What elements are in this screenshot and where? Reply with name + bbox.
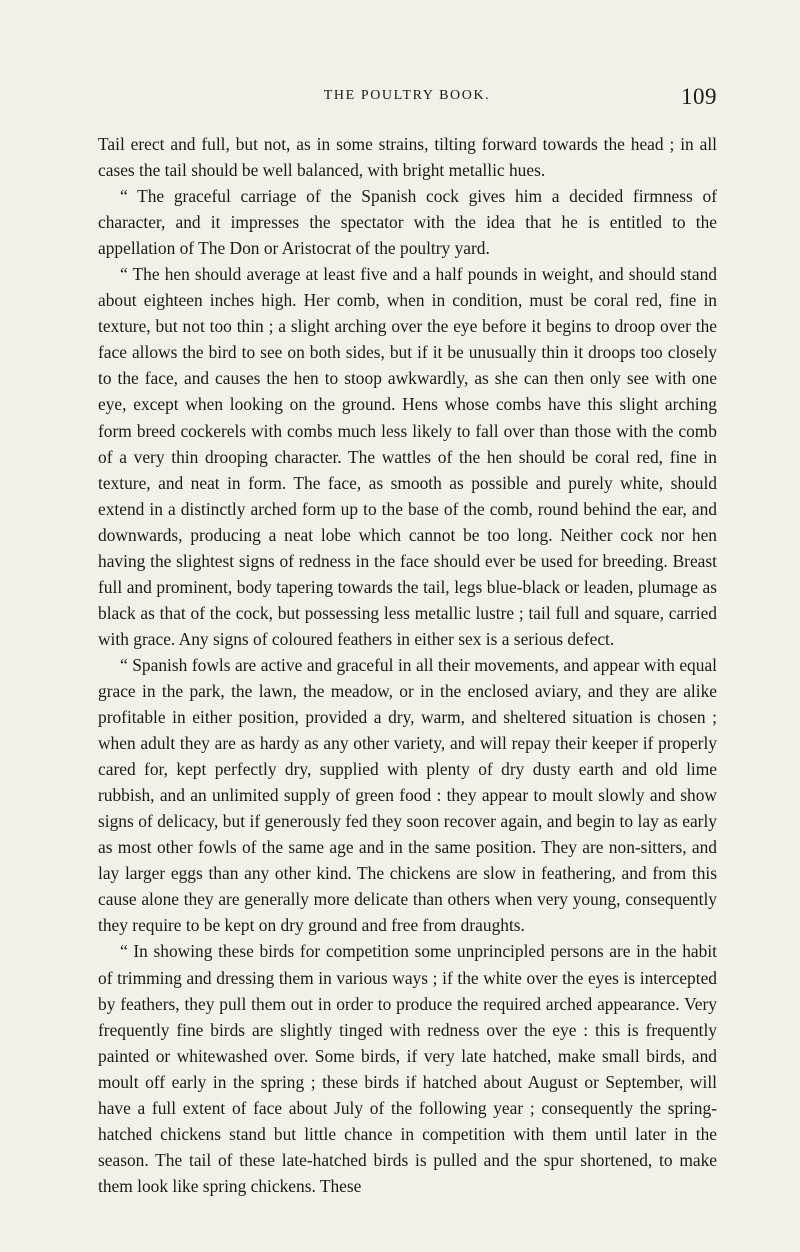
paragraph-habits: “ Spanish fowls are active and graceful in all their movements, and appear with equal grace in the park, the lawn, the meadow, or in the enclosed aviary, and they are alike profitable in either position, provided a dry, warm, and sheltered situation is chosen ; when adult they are as hardy as any other variety, and will repay their keeper if properly cared for, kept perfectly dry, supplied with plenty of dry dusty earth and old lime rubbish, and an unlimited supply of green food : they appear to moult slowly and show signs of delicacy, but if generously fed they soon recover again, and begin to lay as early as most other fowls of the same age and in the same position. They are non-sitters, and lay larger eggs than any other kind. The chickens are slow in feathering, and from this cause alone they are generally more delicate than others when very young, consequently they require to be kept on dry ground and free from draughts.: [98, 654, 717, 936]
paragraph-showing: “ In showing these birds for competition some unprincipled persons are in the habit of trimming and dressing them in various ways ; if the white over the eyes is intercepted by feathers, they pull them out in order to produce the required arched appearance. Very frequently fine birds are slightly tinged with redness over the eye : this is frequently painted or whitewashed over. Some birds, if very late hatched, make small birds, and moult off early in the spring ; these birds if hatched about August or September, will have a full extent of face about July of the following year ; consequently the spring-hatched chickens stand but little chance in competition with them until later in the season. The tail of these late-hatched birds is pulled and the spur shortened, to make them look like spring chickens. These: [98, 941, 717, 1196]
paragraph-carriage: “ The graceful carriage of the Spanish cock gives him a decided firmness of character, and it impresses the spectator with the idea that he is entitled to the appellation of The Don or Aristocrat of the poultry yard.: [98, 186, 717, 259]
running-head: [97, 84, 717, 114]
paragraph-tail: Tail erect and full, but not, as in some strains, tilting forward towards the head ; in all cases the tail should be well balanced, with bright metallic hues.: [98, 134, 717, 181]
running-title: THE POULTRY BOOK.: [323, 88, 491, 103]
body-text: [98, 131, 717, 1199]
paragraph-hen: “ The hen should average at least five and a half pounds in weight, and should stand about eighteen inches high. Her comb, when in condition, must be coral red, fine in texture, but not too thin ; a slight arching over the eye before it begins to droop over the face allows the bird to see on both sides, but if it be unusually thin it droops too closely to the face, and causes the hen to stoop awkwardly, as she can then only see with one eye, except when looking on the ground. Hens whose combs have this slight arching form breed cockerels with combs much less likely to fall over than those with the comb of a very thin drooping character. The wattles of the hen should be coral red, fine in texture, and neat in form. The face, as smooth as possible and purely white, should extend in a distinctly arched form up to the base of the comb, round behind the ear, and downwards, producing a neat lobe which cannot be too long. Neither cock nor hen having the slightest signs of redness in the face should ever be used for breeding. Breast full and prominent, body tapering towards the tail, legs blue-black or leaden, plumage as black as that of the cock, but possessing less metallic lustre ; tail full and square, carried with grace. Any signs of coloured feathers in either sex is a serious defect.: [98, 264, 717, 649]
page-number: 109: [681, 84, 717, 109]
